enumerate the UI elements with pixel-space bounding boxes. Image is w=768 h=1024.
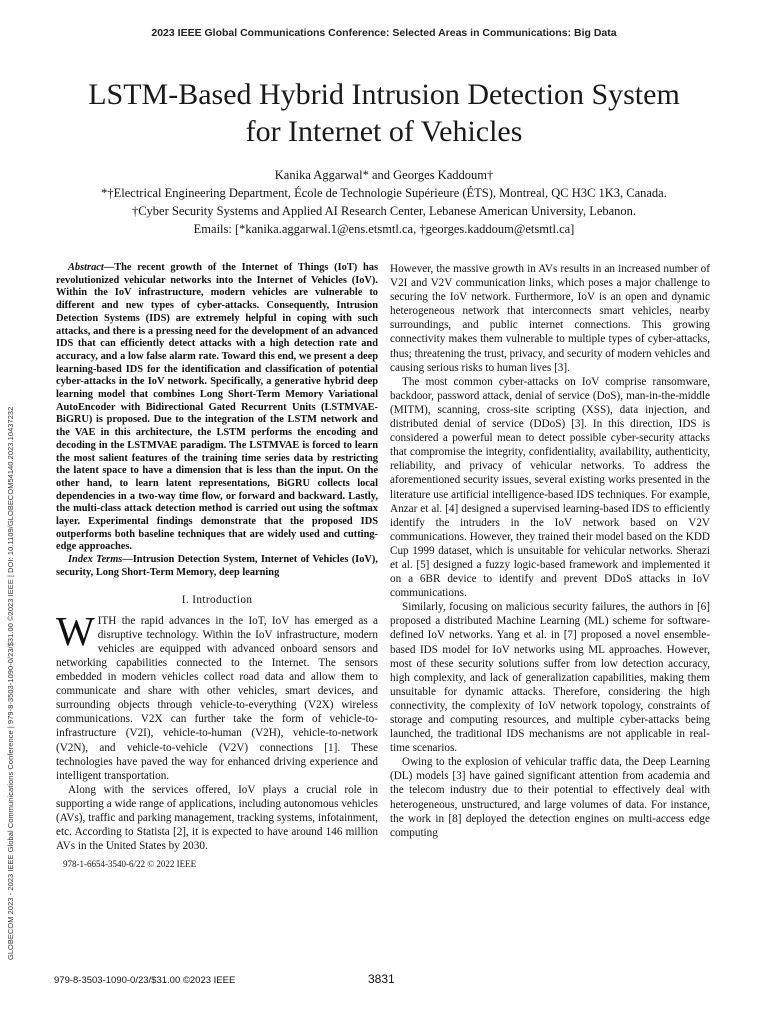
intro-paragraph-1-text: ITH the rapid advances in the IoT, IoV has emerged as a disruptive technology. Within the IoV infrastructure, modern vehicles are equipped with advanced onboard sensors and networking capabilities connected to the Internet. The sensors embedded in modern vehicles collect road data and allow them to communicate and share with other vehicles, smart devices, and surrounding objects through vehicle-to-everything (V2X) wireless communications. V2X can further take the form of vehicle-to-infrastructure (V2I), vehicle-to-human (V2H), vehicle-to-network (V2N), and vehicle-to-vehicle (V2V) connections [1]. These technologies have paved the way for enhanced driving experience and intelligent transportation. xyxy=(56,614,378,782)
page-number: 3831 xyxy=(368,972,395,986)
drop-cap: W xyxy=(56,607,95,654)
right-paragraph-1: However, the massive growth in AVs results in an increased number of V2I and V2V communication links, which poses a major challenge to securing the IoV network. Furthermore, IoV is an open and dynamic heterogeneous network that interconnects smart vehicles, nearby surroundings, and public internet connections. This growing connectivity makes them vulnerable to multiple types of cyber-attacks, thus; threatening the trust, privacy, and security of modern vehicles and causing serious risks to human lives [3]. xyxy=(390,263,710,374)
index-terms-text: —Intrusion Detection System, Internet of Vehicles (IoV), security, Long Short-Term Memory, deep learning xyxy=(56,554,378,578)
title-line-1: LSTM-Based Hybrid Intrusion Detection System xyxy=(88,78,680,111)
side-doi-note: GLOBECOM 2023 - 2023 IEEE Global Communications Conference | 979-8-3503-1090-0/23/$31.00 ©2023 IEEE | DOI: 10.1109/GLOBECOM54140.2023.10437232 xyxy=(6,406,15,960)
section-heading-introduction: I. Introduction xyxy=(181,593,253,606)
author-names: Kanika Aggarwal* and Georges Kaddoum† xyxy=(274,168,494,182)
left-column xyxy=(56,262,378,871)
conference-header: 2023 IEEE Global Communications Conference: Selected Areas in Communications: Big Data xyxy=(151,27,617,39)
footer-isbn: 979-8-3503-1090-0/23/$31.00 ©2023 IEEE xyxy=(54,975,236,986)
right-paragraph-4: Owing to the explosion of vehicular traffic data, the Deep Learning (DL) models [3] have gained significant attention from academia and the telecom industry due to their potential to effectively deal with heterogeneous, unstructured, and large volumes of data. For instance, the work in [8] deployed the detection engines on multi-access edge computing xyxy=(390,756,710,839)
author-block xyxy=(40,166,728,238)
affiliation-1: *†Electrical Engineering Department, École de Technologie Supérieure (ÉTS), Montreal, QC H3C 1K3, Canada. xyxy=(101,186,667,200)
right-paragraph-3: Similarly, focusing on malicious security failures, the authors in [6] proposed a distributed Machine Learning (ML) scheme for software-defined IoV networks. Yang et al. in [7] proposed a novel ensemble-based IDS model for IoV networks using ML approaches. However, most of these security solutions suffer from low detection accuracy, high complexity, and lack of generalization capabilities, making them unsuitable for dynamic attacks. Therefore, considering the high connectivity, the complexity of IoV network topology, constraints of storage and computing resources, and multiple cyber-attacks being launched, the traditional IDS mechanisms are not applicable in real-time scenarios. xyxy=(390,601,710,755)
index-terms-label: Index Terms xyxy=(68,554,123,566)
intro-paragraph-1 xyxy=(56,607,378,783)
right-column xyxy=(390,262,710,840)
right-paragraph-2: The most common cyber-attacks on IoV comprise ransomware, backdoor, password attack, denial of service (DoS), man-in-the-middle (MITM), scanning, cross-site scripting (XSS), data injection, and distributed denial of service (DDoS) [3]. In this direction, IDS is considered a powerful mean to detect possible cyber-security attacks that compromise the integrity, confidentiality, availability, authenticity, reliability, and privacy of vehicular networks. To address the aforementioned security issues, several existing works presented in the literature use artificial intelligence-based IDS techniques. For example, Anzar et al. [4] designed a supervised learning-based IDS to efficiently identify the intruders in the IoV network based on V2V communications. However, they trained their model based on the KDD Cup 1999 dataset, which is unsuitable for vehicular networks. Sherazi et al. [5] designed a fuzzy logic-based framework and implemented it on a 6BR device to identify and prevent DDoS attacks in IoV communications. xyxy=(390,375,710,600)
intro-paragraph-2: Along with the services offered, IoV plays a crucial role in supporting a wide range of applications, including autonomous vehicles (AVs), traffic and parking management, tracking systems, infotainment, etc. According to Statista [2], it is expected to have around 146 million AVs in the United States by 2030. xyxy=(56,783,378,853)
paper-title xyxy=(40,76,728,150)
copyright-notice: 978-1-6654-3540-6/22 © 2022 IEEE xyxy=(63,859,197,870)
abstract-label: Abstract xyxy=(68,262,104,273)
title-line-2: for Internet of Vehicles xyxy=(245,115,523,148)
index-terms xyxy=(56,554,378,579)
author-emails: Emails: [*kanika.aggarwal.1@ens.etsmtl.ca, †georges.kaddoum@etsmtl.ca] xyxy=(193,222,575,236)
affiliation-2: †Cyber Security Systems and Applied AI Research Center, Lebanese American University, Lebanon. xyxy=(131,204,637,218)
abstract xyxy=(56,262,378,554)
abstract-text: —The recent growth of the Internet of Things (IoT) has revolutionized vehicular networks into the Internet of Vehicles (IoV). Within the IoV infrastructure, modern vehicles are vulnerable to different and new types of cyber-attacks. Consequently, Intrusion Detection Systems (IDS) are extremely helpful in coping with such attacks, and there is a pressing need for the development of an advanced IDS that can efficiently detect attacks with a high detection rate and accuracy, and a low false alarm rate. Toward this end, we present a deep learning-based IDS for the identification and classification of potential cyber-attacks in the IoV network. Specifically, a generative hybrid deep learning model that combines Long Short-Term Memory Variational AutoEncoder with Bidirectional Gated Recurrent Units (LSTMVAE-BiGRU) is proposed. Due to the integration of the LSTM network and the VAE in this architecture, the LSTM performs the encoding and decoding in the LSTMVAE paradigm. The LSTMVAE is forced to learn the most salient features of the training time series data by restricting the latent space to have a dimension that is less than the input. On the other hand, to learn latent representations, BiGRU collects local dependencies in a two-way time flow, or forward and backward. Lastly, the multi-class attack detection method is carried out using the softmax layer. Experimental findings demonstrate that the proposed IDS outperforms both baseline techniques that are widely used and cutting-edge approaches. xyxy=(56,262,378,553)
